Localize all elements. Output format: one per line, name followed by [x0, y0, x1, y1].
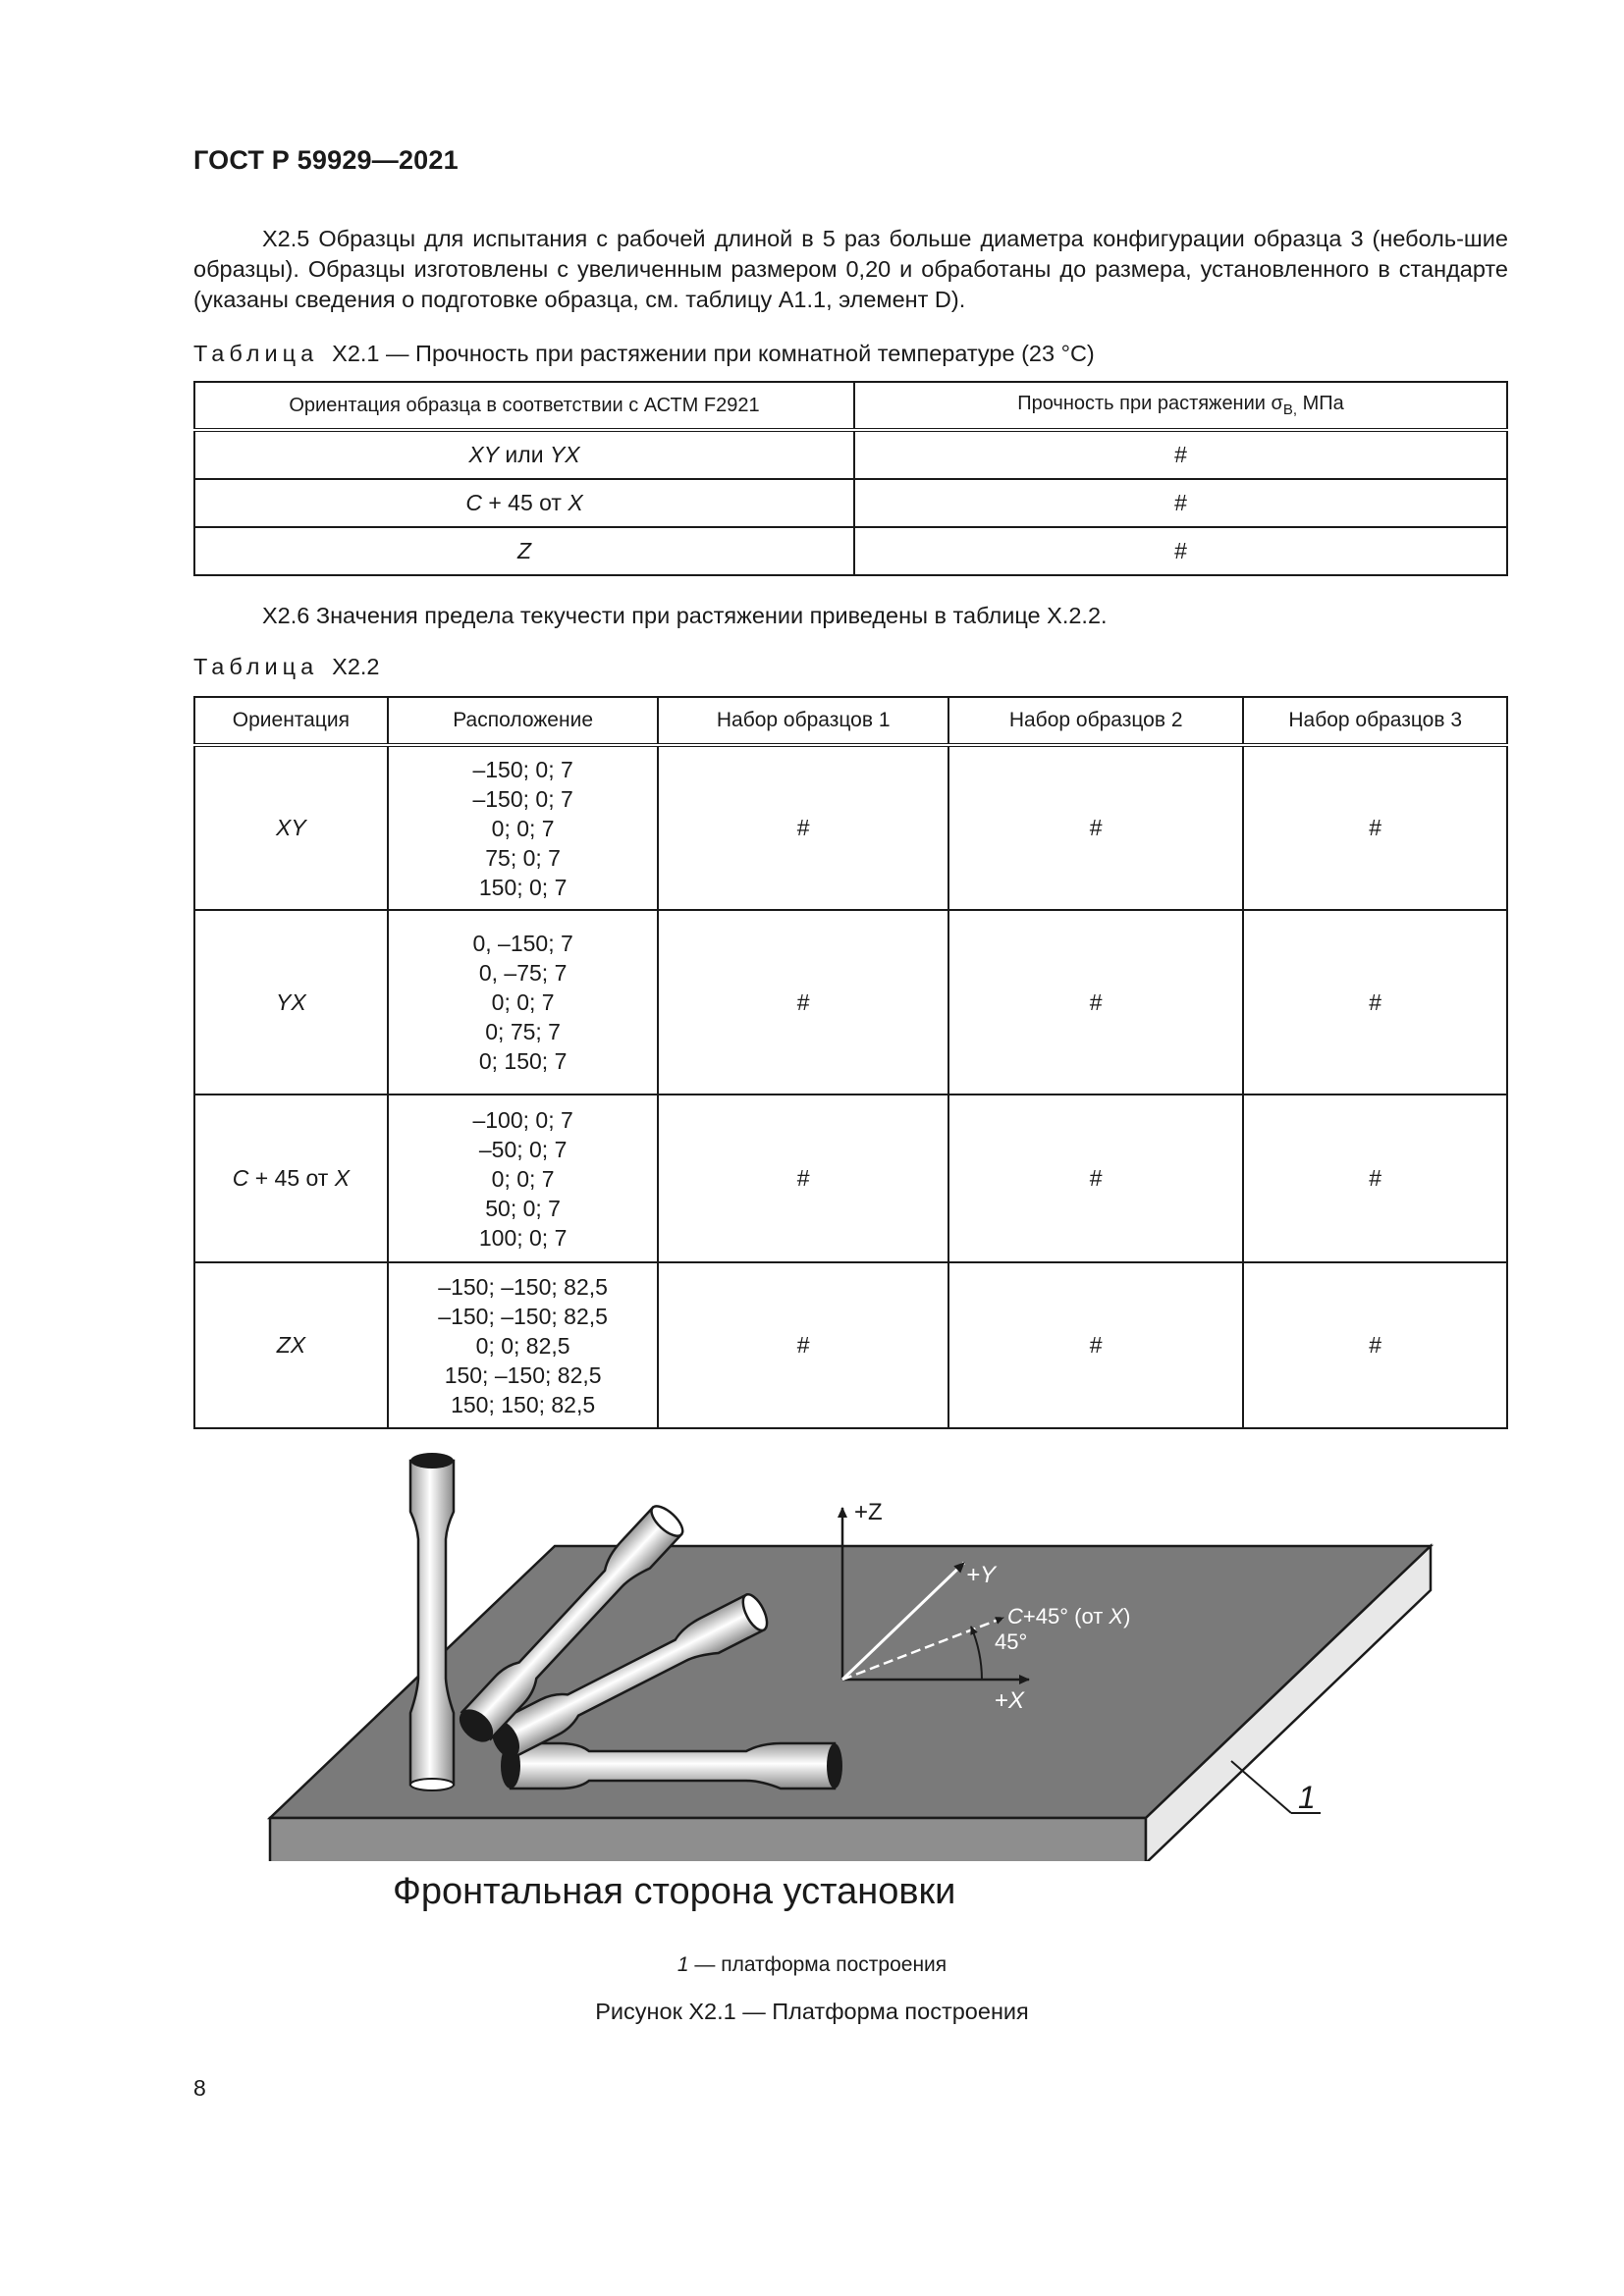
table-header-row — [194, 382, 1507, 430]
table-yield-strength — [193, 696, 1508, 1429]
figure-caption: Рисунок X2.1 — Платформа построения — [595, 1999, 1029, 2024]
value-cell: # — [948, 910, 1243, 1095]
column-header: Расположение — [388, 697, 659, 745]
column-header: Набор образцов 3 — [1243, 697, 1507, 745]
orientation-cell: YX — [194, 910, 388, 1095]
orientation-cell: XY или YX — [194, 430, 854, 479]
value-cell: # — [1243, 1262, 1507, 1428]
position-cell: 0, –150; 7 0, –75; 7 0; 0; 7 0; 75; 7 0; 150; 7 — [388, 910, 659, 1095]
table-1-label: Таблица — [193, 341, 319, 366]
value-cell: # — [854, 527, 1507, 575]
value-cell: # — [1243, 745, 1507, 910]
orientation-cell: ZX — [194, 1262, 388, 1428]
orientation-cell: C + 45 от X — [194, 479, 854, 527]
platform-front-title: Фронтальная сторона установки — [393, 1871, 956, 1912]
table-row — [194, 1095, 1507, 1262]
value-cell: # — [948, 1262, 1243, 1428]
value-cell: # — [658, 1095, 947, 1262]
orientation-cell: C + 45 от X — [194, 1095, 388, 1262]
value-cell: # — [948, 745, 1243, 910]
value-cell: # — [658, 910, 947, 1095]
document-header: ГОСТ Р 59929—2021 — [193, 145, 459, 175]
orientation-cell: Z — [194, 527, 854, 575]
table-row — [194, 527, 1507, 575]
orientation-cell: XY — [194, 745, 388, 910]
position-cell: –100; 0; 7 –50; 0; 7 0; 0; 7 50; 0; 7 100; 0; 7 — [388, 1095, 659, 1262]
table-1-title: X2.1 — Прочность при растяжении при комнатной температуре (23 °С) — [332, 341, 1095, 366]
paragraph-x2-6: X2.6 Значения предела текучести при растяжении приведены в таблице X.2.2. — [262, 603, 1108, 628]
specimen-horizontal — [501, 1743, 842, 1789]
table-1-caption — [193, 341, 1095, 367]
table-row — [194, 479, 1507, 527]
table-2-label: Таблица — [193, 654, 319, 679]
value-cell: # — [854, 479, 1507, 527]
table-2-title: X2.2 — [332, 654, 380, 679]
column-header: Набор образцов 1 — [658, 697, 947, 745]
value-cell: # — [1243, 910, 1507, 1095]
value-cell: # — [658, 745, 947, 910]
table-row — [194, 1262, 1507, 1428]
column-header-orientation: Ориентация образца в соответствии с АСТМ F2921 — [194, 382, 854, 430]
specimen-vertical-z — [410, 1453, 454, 1790]
table-tensile-strength — [193, 381, 1508, 576]
value-cell: # — [658, 1262, 947, 1428]
position-cell: –150; –150; 82,5 –150; –150; 82,5 0; 0; 82,5 150; –150; 82,5 150; 150; 82,5 — [388, 1262, 659, 1428]
page-number: 8 — [193, 2075, 206, 2101]
value-cell: # — [948, 1095, 1243, 1262]
callout-leader-line — [1231, 1761, 1291, 1813]
value-cell: # — [1243, 1095, 1507, 1262]
x-axis-label: +X — [995, 1687, 1025, 1714]
column-header-strength: Прочность при растяжении $\sigma_{B,}$ МПа — [854, 382, 1507, 430]
figure-legend — [0, 1953, 1624, 1977]
position-cell: –150; 0; 7 –150; 0; 7 0; 0; 7 75; 0; 7 150; 0; 7 — [388, 745, 659, 910]
table-header-row — [194, 697, 1507, 745]
y-axis-label: +Y — [966, 1562, 997, 1588]
c45-label: C+45° (от X) — [1007, 1604, 1131, 1629]
legend-number: 1 — [677, 1953, 689, 1976]
column-header: Ориентация — [194, 697, 388, 745]
build-platform-figure — [265, 1449, 1443, 1861]
column-header: Набор образцов 2 — [948, 697, 1243, 745]
platform-front-face — [270, 1818, 1146, 1861]
angle-label: 45° — [995, 1629, 1028, 1654]
z-axis-label: +Z — [854, 1499, 883, 1525]
table-row — [194, 910, 1507, 1095]
legend-text: — платформа построения — [688, 1953, 947, 1976]
table-row — [194, 745, 1507, 910]
value-cell: # — [854, 430, 1507, 479]
paragraph-x2-5: X2.5 Образцы для испытания с рабочей длиной в 5 раз больше диаметра конфигурации образца 3 (неболь-шие образцы). Образцы изготовлены с увеличенным размером 0,20 и обработаны до размера, установленного в стандарте (указаны сведения о подготовке образца, см. таблицу A1.1, элемент D). — [193, 226, 1508, 312]
table-row — [194, 430, 1507, 479]
callout-number: 1 — [1298, 1780, 1316, 1815]
table-2-caption — [193, 654, 380, 680]
